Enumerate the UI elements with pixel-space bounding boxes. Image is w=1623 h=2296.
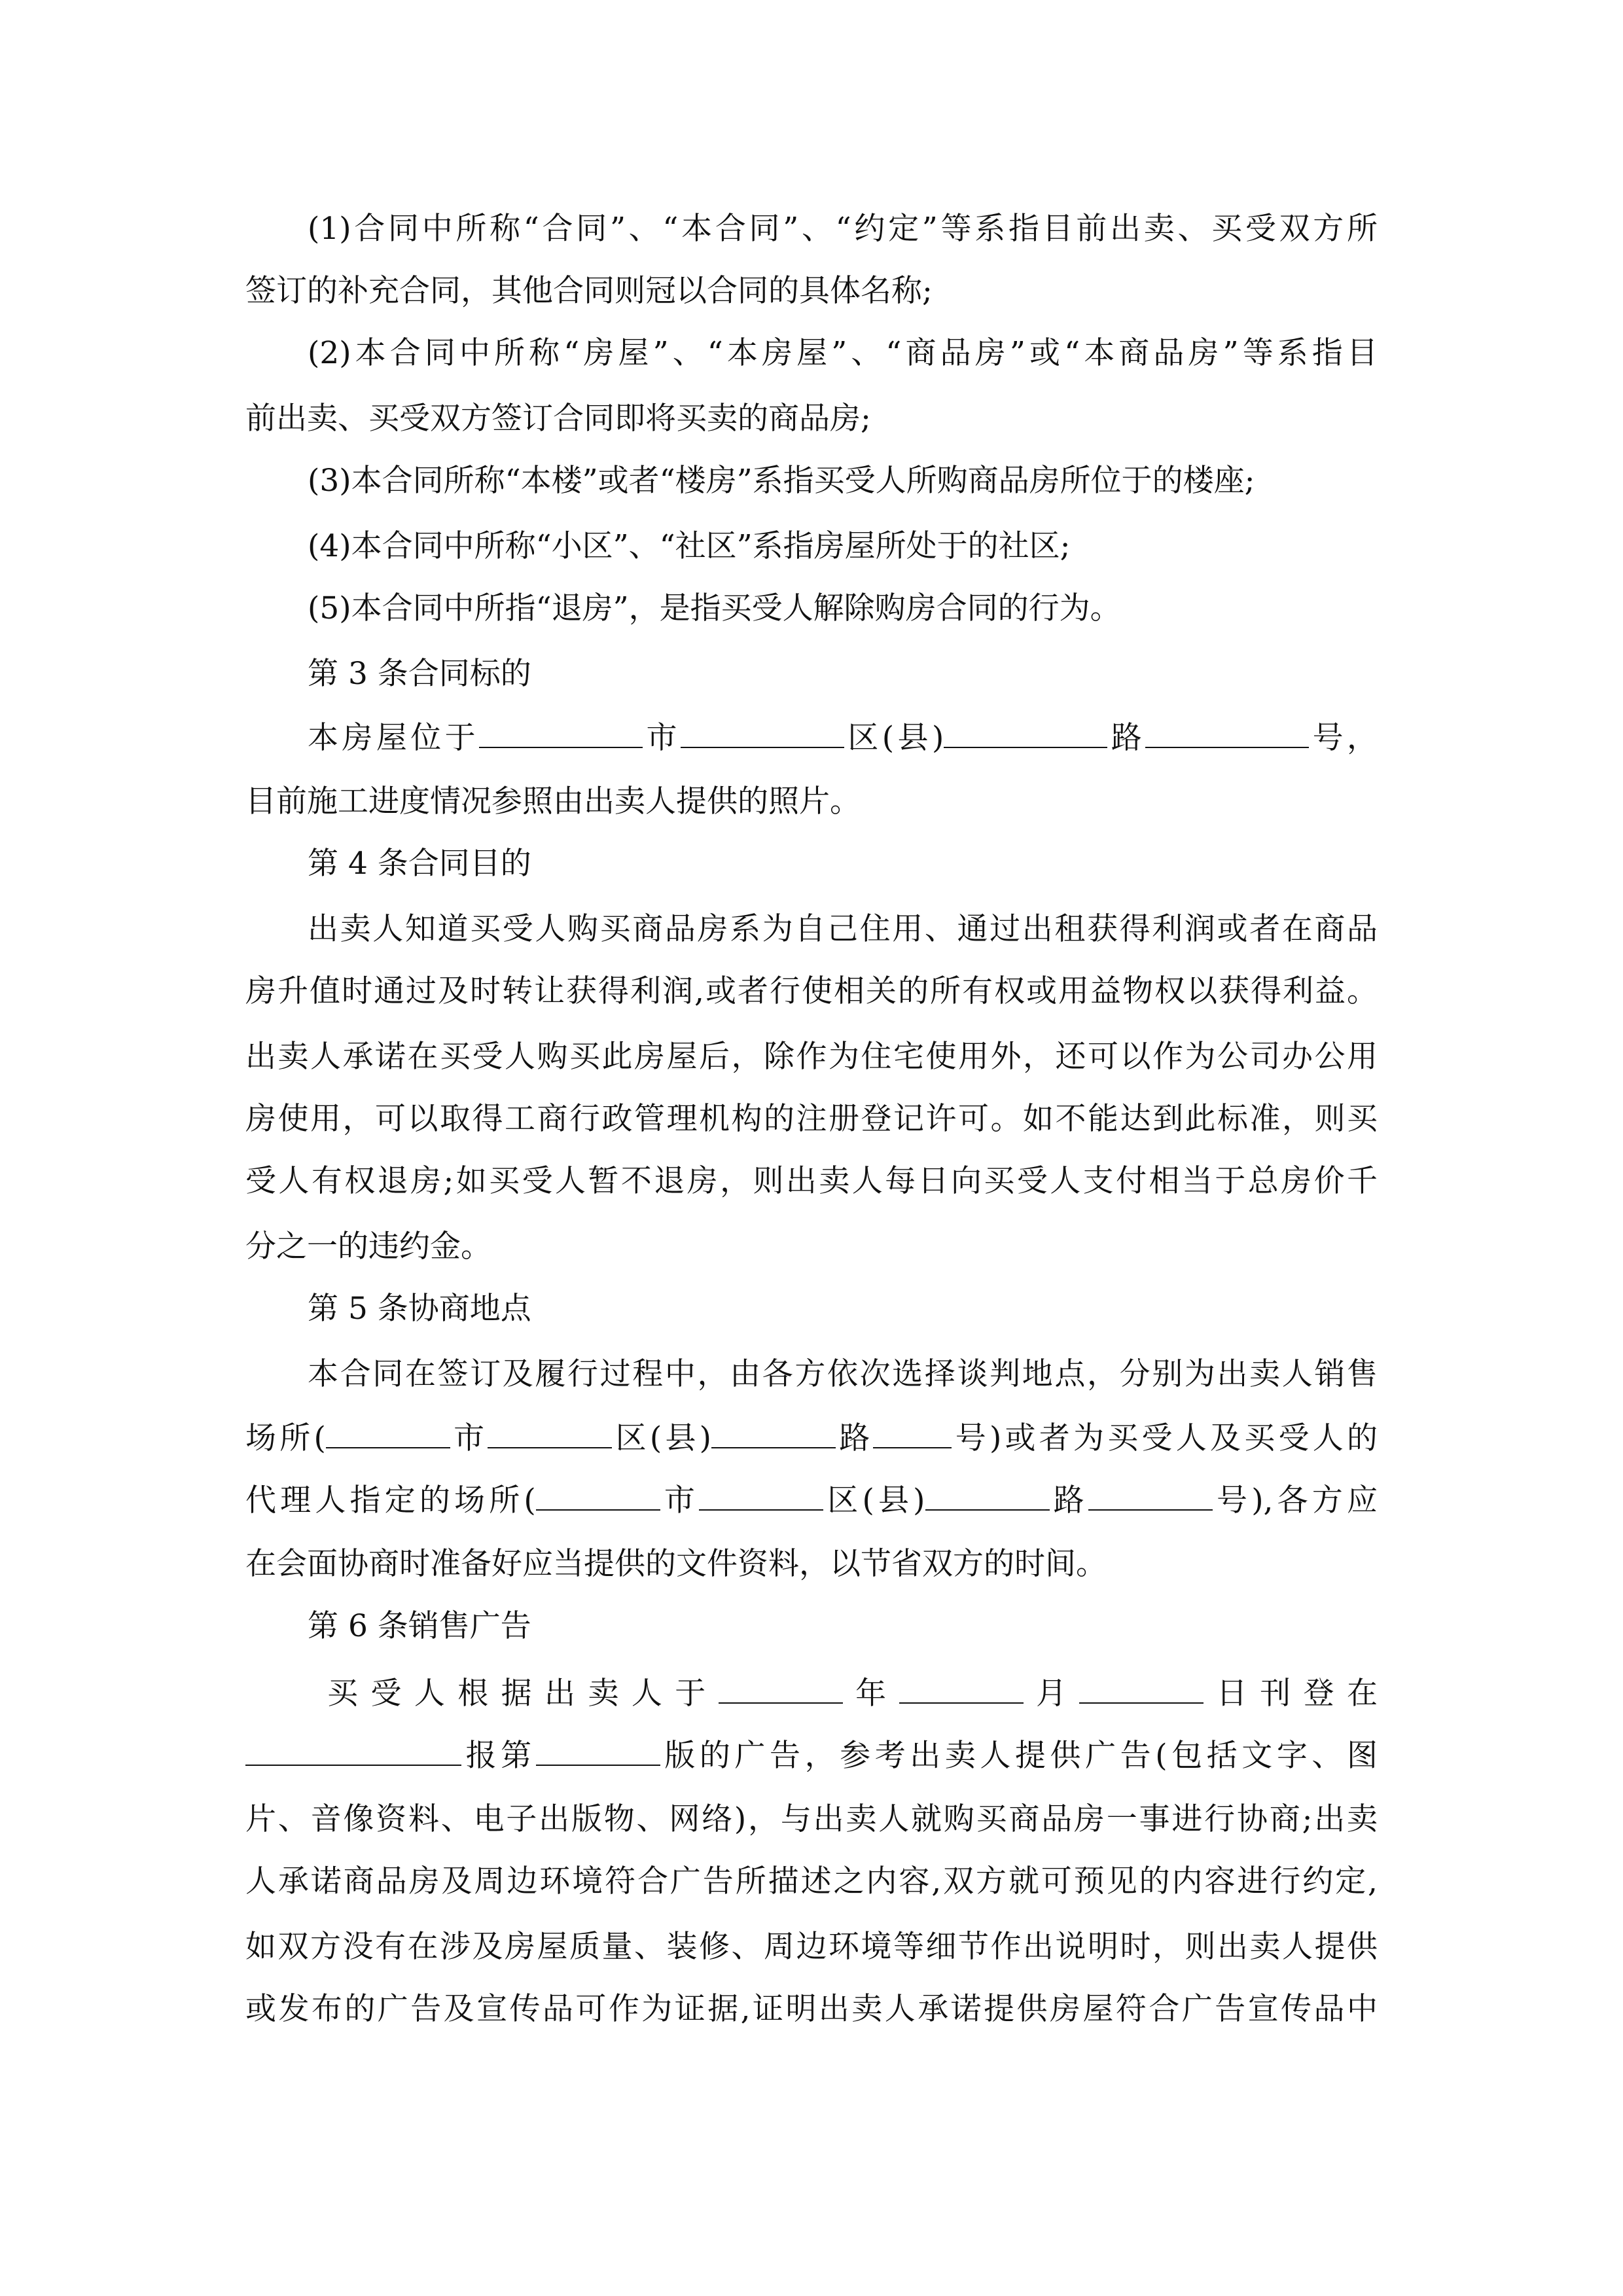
- article-4-line: 出卖人知道买受人购买商品房系为自己住用、通过出租获得利润或者在商品: [308, 911, 1378, 947]
- ad-year-label: 年: [842, 1676, 899, 1712]
- article-5-line-4: 在会面协商时准备好应当提供的文件资料，以节省双方的时间。: [245, 1546, 1107, 1582]
- article-4-line: 受人有权退房;如买受人暂不退房，则出卖人每日向买受人支付相当于总房价千: [245, 1163, 1378, 1199]
- article-4-heading: 第 4 条合同目的: [308, 846, 531, 882]
- venue-2-city-label: 市: [660, 1482, 700, 1518]
- ad-reference-text: 版的广告，参考出卖人提供广告(包括文字、图: [660, 1738, 1378, 1774]
- definition-2-line-1: (2)本合同中所称“房屋”、“本房屋”、“商品房”或“本商品房”等系指目: [308, 335, 1378, 371]
- venue-1-prefix: 场所(: [245, 1420, 326, 1456]
- venue-1-road-blank[interactable]: [711, 1417, 836, 1448]
- article-5-line-2: [245, 1417, 1378, 1458]
- article-3-heading: 第 3 条合同标的: [308, 656, 531, 692]
- article-3-line-2: 目前施工进度情况参照由出卖人提供的照片。: [245, 783, 861, 819]
- page-number-blank[interactable]: [536, 1734, 660, 1766]
- ad-year-blank[interactable]: [719, 1672, 843, 1704]
- article-6-line: 或发布的广告及宣传品可作为证据,证明出卖人承诺提供房屋符合广告宣传品中: [245, 1991, 1378, 2027]
- city-blank[interactable]: [479, 717, 643, 748]
- ad-date-prefix: 买受人根据出卖人于: [327, 1676, 719, 1712]
- venue-2-city-blank[interactable]: [536, 1479, 660, 1511]
- definition-4: (4)本合同中所称“小区”、“社区”系指房屋所处于的社区;: [308, 528, 1071, 564]
- article-5-line-3: [245, 1479, 1378, 1520]
- article-5-line-1: 本合同在签订及履行过程中，由各方依次选择谈判地点，分别为出卖人销售: [308, 1356, 1378, 1392]
- definition-1-line-2: 签订的补充合同，其他合同则冠以合同的具体名称;: [245, 273, 933, 309]
- article-6-heading: 第 6 条销售广告: [308, 1608, 531, 1644]
- article-3-location-line: [308, 717, 1378, 758]
- venue-2-suffix: 号),各方应: [1212, 1482, 1378, 1518]
- article-6-line-1: [327, 1672, 1378, 1713]
- newspaper-blank[interactable]: [245, 1734, 461, 1766]
- venue-2-number-blank[interactable]: [1088, 1479, 1213, 1511]
- venue-2-district-blank[interactable]: [699, 1479, 823, 1511]
- article-6-line-2: [245, 1734, 1378, 1776]
- definition-5: (5)本合同中所指“退房”，是指买受人解除购房合同的行为。: [308, 590, 1121, 626]
- definition-2-line-2: 前出卖、买受双方签订合同即将买卖的商品房;: [245, 401, 871, 437]
- venue-1-city-label: 市: [450, 1420, 488, 1456]
- district-label: 区(县): [844, 720, 944, 756]
- venue-1-road-label: 路: [835, 1420, 874, 1456]
- ad-day-label: 日刊登在: [1204, 1676, 1378, 1712]
- number-label: 号，: [1309, 720, 1378, 756]
- venue-1-number-blank[interactable]: [873, 1417, 952, 1448]
- venue-1-district-label: 区(县): [612, 1420, 711, 1456]
- article-4-line: 房升值时通过及时转让获得利润,或者行使相关的所有权或用益物权以获得利益。: [245, 973, 1378, 1009]
- city-label: 市: [643, 720, 681, 756]
- ad-month-label: 月: [1023, 1676, 1080, 1712]
- number-blank[interactable]: [1145, 717, 1309, 748]
- article-4-line: 分之一的违约金。: [245, 1229, 491, 1265]
- definition-3: (3)本合同所称“本楼”或者“楼房”系指买受人所购商品房所位于的楼座;: [308, 463, 1255, 499]
- venue-2-road-blank[interactable]: [925, 1479, 1050, 1511]
- road-blank[interactable]: [944, 717, 1107, 748]
- road-label: 路: [1107, 720, 1146, 756]
- venue-1-city-blank[interactable]: [326, 1417, 450, 1448]
- article-6-line: 人承诺商品房及周边环境符合广告所描述之内容,双方就可预见的内容进行约定,: [245, 1863, 1378, 1899]
- venue-2-road-label: 路: [1049, 1482, 1088, 1518]
- article-5-heading: 第 5 条协商地点: [308, 1291, 531, 1327]
- district-blank[interactable]: [681, 717, 844, 748]
- article-4-line: 房使用，可以取得工商行政管理机构的注册登记许可。如不能达到此标准，则买: [245, 1101, 1378, 1137]
- ad-day-blank[interactable]: [1079, 1672, 1204, 1704]
- venue-2-prefix: 代理人指定的场所(: [245, 1482, 536, 1518]
- venue-1-suffix: 号)或者为买受人及买受人的: [952, 1420, 1378, 1456]
- venue-2-district-label: 区(县): [823, 1482, 925, 1518]
- article-4-line: 出卖人承诺在买受人购买此房屋后，除作为住宅使用外，还可以作为公司办公用: [245, 1039, 1378, 1075]
- location-prefix: 本房屋位于: [308, 720, 480, 756]
- venue-1-district-blank[interactable]: [488, 1417, 612, 1448]
- definition-1-line-1: (1)合同中所称“合同”、“本合同”、“约定”等系指目前出卖、买受双方所: [308, 211, 1378, 247]
- newspaper-label: 报第: [461, 1738, 536, 1774]
- article-6-line: 片、音像资料、电子出版物、网络)，与出卖人就购买商品房一事进行协商;出卖: [245, 1801, 1378, 1837]
- ad-month-blank[interactable]: [899, 1672, 1024, 1704]
- article-6-line: 如双方没有在涉及房屋质量、装修、周边环境等细节作出说明时，则出卖人提供: [245, 1929, 1378, 1965]
